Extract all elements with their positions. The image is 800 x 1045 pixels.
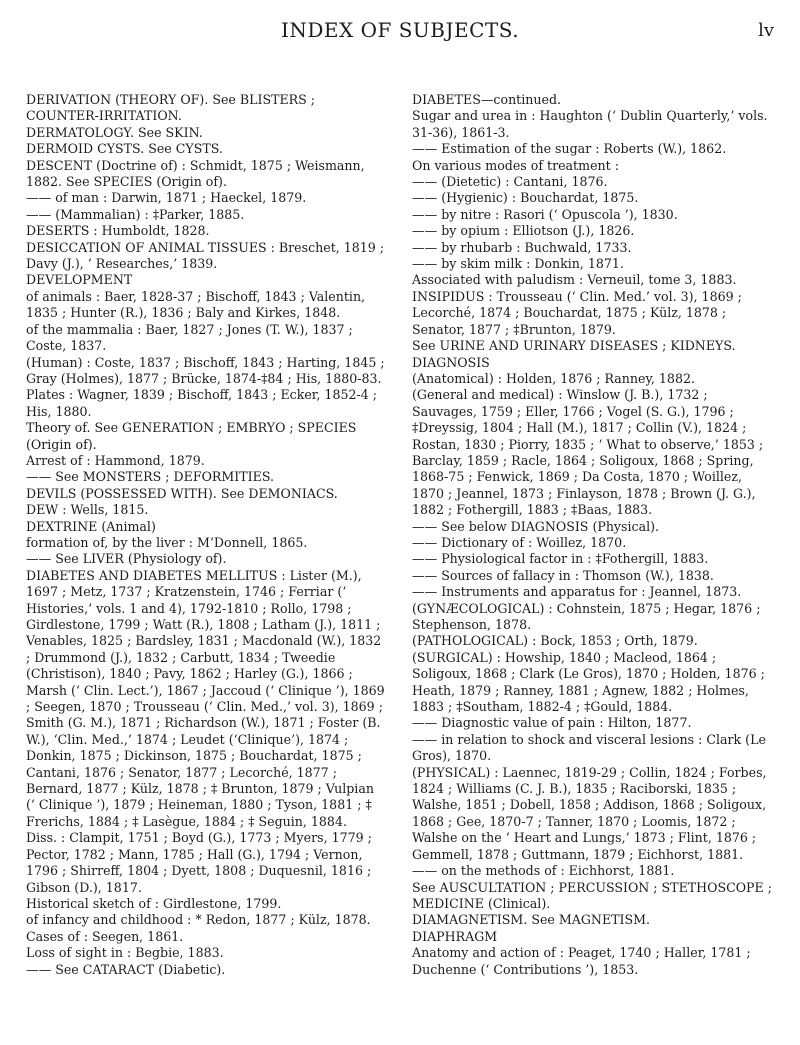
right-column — [412, 92, 774, 978]
index-entry: —— (Dietetic) : Cantani, 1876. — [412, 174, 608, 190]
index-entry: DERMOID CYSTS. See CYSTS. — [26, 141, 223, 157]
index-entry: (PHYSICAL) : Laennec, 1819-29 ; Collin, 1824 ; Forbes, 1824 ; Williams (C. J. B.), 1835 ; Raciborski, 1835 ; Walshe, 1851 ; Dobell, 1858 ; Addison, 1868 ; Soligoux, 1868 ; Gee, 1870-7 ; Tanner, 1870 ; Loomis, 1872 ; Walshe on the ‘ Heart and Lungs,’ 1873 ; Flint, 1876 ; Gemmell, 1878 ; Guttmann, 1879 ; Eichhorst, 1881. — [412, 764, 767, 862]
index-entry: Arrest of : Hammond, 1879. — [26, 452, 205, 468]
index-entry: DERIVATION (THEORY OF). See BLISTERS ; COUNTER-IRRITATION. — [26, 92, 316, 124]
index-entry: Plates : Wagner, 1839 ; Bischoff, 1843 ; Ecker, 1852-4 ; His, 1880. — [26, 387, 377, 419]
index-entry: —— Sources of fallacy in : Thomson (W.), 1838. — [412, 567, 714, 583]
index-entry: (GYNÆCOLOGICAL) : Cohnstein, 1875 ; Hegar, 1876 ; Stephenson, 1878. — [412, 600, 761, 632]
index-entry: Loss of sight in : Begbie, 1883. — [26, 945, 224, 961]
index-entry: DIAGNOSIS — [412, 354, 490, 370]
index-entry: —— by skim milk : Donkin, 1871. — [412, 256, 624, 272]
index-entry: Diss. : Clampit, 1751 ; Boyd (G.), 1773 ; Myers, 1779 ; Pector, 1782 ; Mann, 1785 ; Hall (G.), 1794 ; Vernon, 1796 ; Shirreff, 1804 ; Dyett, 1808 ; Duquesnil, 1816 ; Gibson (D.), 1817. — [26, 830, 372, 895]
index-entry: —— by rhubarb : Buchwald, 1733. — [412, 239, 632, 255]
index-entry: DEVELOPMENT — [26, 272, 133, 288]
index-entry: INSIPIDUS : Trousseau (‘ Clin. Med.’ vol. 3), 1869 ; Lecorché, 1874 ; Bouchardat, 1875 ; Külz, 1878 ; Senator, 1877 ; ‡Brunton, 1879. — [412, 288, 742, 337]
index-entry: DEW : Wells, 1815. — [26, 502, 149, 518]
index-entry: DESCENT (Doctrine of) : Schmidt, 1875 ; Weismann, 1882. See SPECIES (Origin of). — [26, 157, 365, 190]
index-entry: of animals : Baer, 1828-37 ; Bischoff, 1843 ; Valentin, 1835 ; Hunter (R.), 1836 ; Baly and Kirkes, 1848. — [26, 288, 366, 321]
index-entry: DEXTRINE (Animal) — [26, 518, 156, 534]
index-entry: (SURGICAL) : Howship, 1840 ; Macleod, 1864 ; Soligoux, 1868 ; Clark (Le Gros), 1870 ; Holden, 1876 ; Heath, 1879 ; Ranney, 1881 ; Agnew, 1882 ; Holmes, 1883 ; ‡Southam, 1882-4 ; ‡Gould, 1884. — [412, 649, 765, 715]
index-entry: DESICCATION OF ANIMAL TISSUES : Breschet, 1819 ; Davy (J.), ‘ Researches,’ 1839. — [26, 239, 385, 272]
index-entry: —— in relation to shock and visceral lesions : Clark (Le Gros), 1870. — [412, 731, 766, 764]
index-entry: Anatomy and action of : Peaget, 1740 ; Haller, 1781 ; Duchenne (‘ Contributions ’), 1853. — [412, 945, 751, 977]
page-header — [0, 18, 800, 48]
index-entry: (General and medical) : Winslow (J. B.), 1732 ; Sauvages, 1759 ; Eller, 1766 ; Vogel (S. G.), 1796 ; ‡Dreyssig, 1804 ; Hall (M.), 1817 ; Collin (V.), 1824 ; Rostan, 1830 ; Piorry, 1835 ; ‘ What to observe,’ 1853 ; Barclay, 1859 ; Racle, 1864 ; Soligoux, 1868 ; Spring, 1868-75 ; Fenwick, 1869 ; Da Costa, 1870 ; Woillez, 1870 ; Jeannel, 1873 ; Finlayson, 1878 ; Brown (J. G.), 1882 ; Fothergill, 1883 ; ‡Baas, 1883. — [412, 387, 764, 518]
index-entry: See URINE AND URINARY DISEASES ; KIDNEYS. — [412, 338, 736, 354]
index-entry: —— by nitre : Rasori (‘ Opuscola ’), 1830. — [412, 206, 678, 222]
index-entry: Theory of. See GENERATION ; EMBRYO ; SPECIES (Origin of). — [26, 420, 357, 452]
index-entry: (PATHOLOGICAL) : Bock, 1853 ; Orth, 1879. — [412, 633, 698, 649]
index-entry: —— (Hygienic) : Bouchardat, 1875. — [412, 190, 639, 206]
index-entry: —— See below DIAGNOSIS (Physical). — [412, 518, 660, 534]
index-entry: —— See LIVER (Physiology of). — [26, 551, 227, 567]
index-entry: (Anatomical) : Holden, 1876 ; Ranney, 1882. — [412, 370, 695, 386]
index-entry: DIABETES AND DIABETES MELLITUS : Lister (M.), 1697 ; Metz, 1737 ; Kratzenstein, 1746 ; Ferriar (‘ Histories,’ vols. 1 and 4), 1792-1810 ; Rollo, 1798 ; Girdlestone, 1799 ; Watt (R.), 1808 ; Latham (J.), 1811 ; Venables, 1825 ; Bardsley, 1831 ; Macdonald (W.), 1832 ; Drummond (J.), 1832 ; Carbutt, 1834 ; Tweedie (Christison), 1840 ; Pavy, 1862 ; Harley (G.), 1866 ; Marsh (‘ Clin. Lect.’), 1867 ; Jaccoud (‘ Clinique ’), 1869 ; Seegen, 1870 ; Trousseau (‘ Clin. Med.,’ vol. 3), 1869 ; Smith (G. M.), 1871 ; Richardson (W.), 1871 ; Foster (B. W.), ‘Clin. Med.,’ 1874 ; Leudet (‘Clinique’), 1874 ; Donkin, 1875 ; Dickinson, 1875 ; Bouchardat, 1875 ; Cantani, 1876 ; Senator, 1877 ; Lecorché, 1877 ; Bernard, 1877 ; Külz, 1878 ; ‡ Brunton, 1879 ; Vulpian (‘ Clinique ’), 1879 ; Heineman, 1880 ; Tyson, 1881 ; ‡ Frerichs, 1884 ; ‡ Lasègue, 1884 ; ‡ Seguin, 1884. — [26, 567, 385, 829]
index-entry: See AUSCULTATION ; PERCUSSION ; STETHOSCOPE ; MEDICINE (Clinical). — [412, 879, 772, 911]
index-entry: —— Diagnostic value of pain : Hilton, 1877. — [412, 715, 692, 731]
index-entry: —— Physiological factor in : ‡Fothergill, 1883. — [412, 551, 709, 567]
index-entry: —— on the methods of : Eichhorst, 1881. — [412, 863, 675, 879]
index-entry: —— Dictionary of : Woillez, 1870. — [412, 534, 627, 550]
index-entry: (Human) : Coste, 1837 ; Bischoff, 1843 ; Harting, 1845 ; Gray (Holmes), 1877 ; Brücke, 1874-‡84 ; His, 1880-83. — [26, 354, 385, 386]
index-entry: —— Estimation of the sugar : Roberts (W.), 1862. — [412, 141, 727, 157]
index-entry: of infancy and childhood : * Redon, 1877 ; Külz, 1878. — [26, 912, 371, 928]
index-entry: formation of, by the liver : M‘Donnell, 1865. — [26, 534, 308, 550]
index-entry: Cases of : Seegen, 1861. — [26, 928, 184, 944]
index-entry: Historical sketch of : Girdlestone, 1799. — [26, 895, 282, 911]
index-entry: DIAMAGNETISM. See MAGNETISM. — [412, 912, 651, 928]
left-column — [26, 92, 386, 978]
index-entry: —— of man : Darwin, 1871 ; Haeckel, 1879. — [26, 190, 307, 206]
index-entry: DESERTS : Humboldt, 1828. — [26, 223, 210, 239]
index-entry: DIABETES—continued. — [412, 92, 562, 107]
index-entry: On various modes of treatment : — [412, 157, 619, 173]
index-entry: Sugar and urea in : Haughton (‘ Dublin Quarterly,’ vols. 31-36), 1861-3. — [412, 108, 768, 140]
index-entry: —— by opium : Elliotson (J.), 1826. — [412, 223, 635, 239]
page-title: INDEX OF SUBJECTS. — [280, 18, 520, 42]
index-entry: DIAPHRAGM — [412, 928, 498, 944]
index-entry: Associated with paludism : Verneuil, tome 3, 1883. — [412, 272, 737, 288]
index-entry: —— See CATARACT (Diabetic). — [26, 961, 226, 977]
index-entry: —— (Mammalian) : ‡Parker, 1885. — [26, 206, 245, 222]
index-entry: of the mammalia : Baer, 1827 ; Jones (T. W.), 1837 ; Coste, 1837. — [26, 321, 353, 354]
index-entry: —— See MONSTERS ; DEFORMITIES. — [26, 469, 275, 485]
index-entry: DEVILS (POSSESSED WITH). See DEMONIACS. — [26, 485, 338, 501]
index-entry: DERMATOLOGY. See SKIN. — [26, 124, 203, 140]
page-number: lv — [758, 20, 774, 41]
index-entry: —— Instruments and apparatus for : Jeannel, 1873. — [412, 584, 742, 600]
